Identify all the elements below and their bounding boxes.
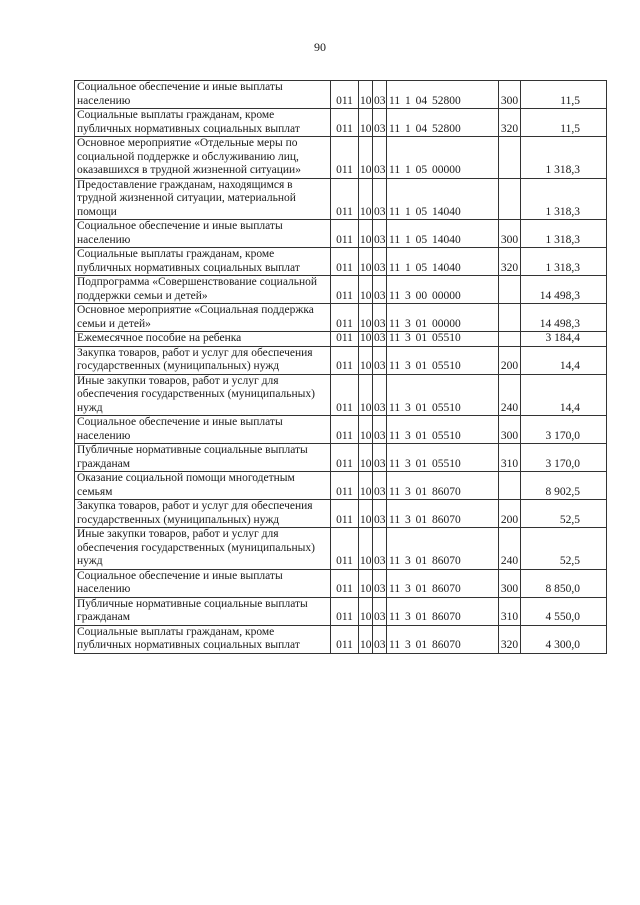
expense-type-cell [499,137,521,179]
section-code-cell: 10 [359,569,373,597]
expense-name-cell: Закупка товаров, работ и услуг для обеспечения государственных (муниципальных) нужд [75,500,331,528]
section-code-cell: 10 [359,220,373,248]
target-article-cell: 11 3 01 86070 [387,528,499,570]
section-code-cell: 10 [359,178,373,220]
table-row [75,248,607,276]
subsection-code-cell: 03 [374,332,386,344]
expense-type-cell [499,332,521,347]
expense-type-cell: 240 [499,374,521,416]
expense-name-cell: Оказание социальной помощи многодетным семьям [75,472,331,500]
amount-cell: 14,4 [521,346,607,374]
table-row [75,500,607,528]
target-article-cell: 11 3 01 86070 [387,597,499,625]
amount-cell: 3 170,0 [521,444,607,472]
subsection-code-cell: 03 [373,220,387,248]
subsection-code-cell: 03 [373,569,387,597]
amount-cell: 4 300,0 [521,625,607,653]
target-article-cell: 11 3 01 05510 [387,346,499,374]
target-article-cell: 11 3 00 00000 [387,276,499,304]
admin-code-cell: 011 [331,304,359,332]
amount-cell: 8 902,5 [521,472,607,500]
expense-type-cell: 300 [499,569,521,597]
table-row [75,304,607,332]
table-row [75,374,607,416]
target-article-cell: 11 3 01 86070 [387,500,499,528]
table-row [75,332,607,347]
subsection-code-cell: 03 [373,109,387,137]
amount-cell: 1 318,3 [521,220,607,248]
subsection-code-cell: 03 [373,528,387,570]
admin-code-cell: 011 [331,137,359,179]
expense-name-cell: Закупка товаров, работ и услуг для обеспечения государственных (муниципальных) нужд [75,346,331,374]
subsection-code-cell: 03 [373,444,387,472]
admin-code-cell: 011 [331,248,359,276]
section-code-cell: 10 [359,528,373,570]
expense-name-cell: Подпрограмма «Совершенствование социальной поддержки семьи и детей» [75,276,331,304]
amount-cell: 52,5 [521,500,607,528]
amount-cell: 11,5 [521,81,607,109]
subsection-code-cell: 03 [373,248,387,276]
amount-cell: 3 184,4 [521,332,607,347]
section-code-cell: 10 [359,597,373,625]
table-row [75,472,607,500]
target-article-cell: 11 3 01 05510 [387,332,499,347]
section-code-cell: 10 [359,304,373,332]
subsection-code-cell: 03 [373,81,387,109]
amount-cell: 1 318,3 [521,248,607,276]
subsection-code-cell: 03 [373,276,387,304]
section-code-cell: 10 [359,416,373,444]
table-row [75,178,607,220]
expense-type-cell: 200 [499,500,521,528]
table-row [75,276,607,304]
subsection-code-cell: 03 [373,500,387,528]
table-row [75,346,607,374]
admin-code-cell: 011 [331,220,359,248]
expense-name-cell: Иные закупки товаров, работ и услуг для обеспечения государственных (муниципальных) нужд [75,528,331,570]
section-code-cell: 10 [359,472,373,500]
expense-type-cell: 320 [499,109,521,137]
section-code-cell: 10 [359,248,373,276]
expense-name-cell: Иные закупки товаров, работ и услуг для обеспечения государственных (муниципальных) нужд [75,374,331,416]
section-code-cell: 10 [360,332,372,344]
section-code-cell: 10 [359,444,373,472]
table-row [75,416,607,444]
admin-code-cell: 011 [331,625,359,653]
expense-type-cell: 300 [499,220,521,248]
expense-type-cell [499,304,521,332]
amount-cell: 52,5 [521,528,607,570]
subsection-code-cell: 03 [373,346,387,374]
target-article-cell: 11 3 01 86070 [387,472,499,500]
section-code-cell: 10 [359,137,373,179]
table-row [75,444,607,472]
target-article-cell: 11 3 01 86070 [387,569,499,597]
admin-code-cell: 011 [331,597,359,625]
amount-cell: 11,5 [521,109,607,137]
amount-cell: 1 318,3 [521,178,607,220]
section-code-cell: 10 [359,276,373,304]
amount-cell: 14 498,3 [521,276,607,304]
subsection-code-cell: 03 [373,416,387,444]
expense-type-cell: 200 [499,346,521,374]
expense-type-cell: 300 [499,81,521,109]
expense-name-cell: Социальное обеспечение и иные выплаты населению [75,81,331,109]
table-row [75,220,607,248]
target-article-cell: 11 1 05 14040 [387,220,499,248]
amount-cell: 3 170,0 [521,416,607,444]
expense-name-cell: Социальные выплаты гражданам, кроме публичных нормативных социальных выплат [75,625,331,653]
table-row [75,137,607,179]
subsection-code-cell: 03 [373,625,387,653]
subsection-code-cell: 03 [373,374,387,416]
admin-code-cell: 011 [331,374,359,416]
target-article-cell: 11 1 04 52800 [387,81,499,109]
section-code-cell: 10 [359,500,373,528]
admin-code-cell: 011 [331,444,359,472]
expense-type-cell: 320 [499,248,521,276]
target-article-cell: 11 3 01 05510 [387,416,499,444]
expense-name-cell: Основное мероприятие «Отдельные меры по социальной поддержке и обслуживанию лиц, оказавшихся в трудной жизненной ситуации» [75,137,331,179]
admin-code-cell: 011 [331,332,359,347]
admin-code-cell: 011 [331,416,359,444]
subsection-code-cell: 03 [373,304,387,332]
amount-cell: 1 318,3 [521,137,607,179]
admin-code-cell: 011 [331,178,359,220]
amount-cell: 14,4 [521,374,607,416]
expense-name-cell: Основное мероприятие «Социальная поддержка семьи и детей» [75,304,331,332]
budget-table-body [75,81,607,654]
admin-code-cell: 011 [331,500,359,528]
expense-name-cell: Публичные нормативные социальные выплаты гражданам [75,444,331,472]
admin-code-cell: 011 [331,346,359,374]
expense-type-cell [499,276,521,304]
table-row [75,569,607,597]
expense-name-cell: Социальное обеспечение и иные выплаты населению [75,220,331,248]
subsection-code-cell: 03 [373,178,387,220]
admin-code-cell: 011 [331,81,359,109]
target-article-cell: 11 1 04 52800 [387,109,499,137]
target-article-cell: 11 1 05 14040 [387,178,499,220]
section-code-cell: 10 [359,625,373,653]
amount-cell: 14 498,3 [521,304,607,332]
subsection-code-cell: 03 [373,137,387,179]
amount-cell: 4 550,0 [521,597,607,625]
expense-name-cell: Социальное обеспечение и иные выплаты населению [75,416,331,444]
admin-code-cell: 011 [331,528,359,570]
target-article-cell: 11 3 01 00000 [387,304,499,332]
table-row [75,597,607,625]
table-row [75,625,607,653]
expense-type-cell: 240 [499,528,521,570]
section-code-cell: 10 [359,374,373,416]
subsection-code-cell: 03 [373,472,387,500]
page-number: 90 [314,40,326,54]
expense-name-cell: Социальные выплаты гражданам, кроме публичных нормативных социальных выплат [75,109,331,137]
section-code-cell: 10 [359,346,373,374]
expense-type-cell: 310 [499,597,521,625]
expense-type-cell [499,178,521,220]
expense-type-cell [499,472,521,500]
section-code-cell: 10 [359,109,373,137]
admin-code-cell: 011 [331,109,359,137]
budget-table [74,80,607,654]
target-article-cell: 11 1 05 00000 [387,137,499,179]
expense-name-cell: Ежемесячное пособие на ребенка [75,332,331,347]
expense-name-cell: Публичные нормативные социальные выплаты гражданам [75,597,331,625]
admin-code-cell: 011 [331,276,359,304]
table-row [75,109,607,137]
expense-name-cell: Социальные выплаты гражданам, кроме публичных нормативных социальных выплат [75,248,331,276]
target-article-cell: 11 3 01 05510 [387,374,499,416]
table-row [75,528,607,570]
amount-cell: 8 850,0 [521,569,607,597]
expense-name-cell: Предоставление гражданам, находящимся в трудной жизненной ситуации, материальной помощи [75,178,331,220]
target-article-cell: 11 1 05 14040 [387,248,499,276]
target-article-cell: 11 3 01 86070 [387,625,499,653]
expense-type-cell: 320 [499,625,521,653]
expense-type-cell: 300 [499,416,521,444]
target-article-cell: 11 3 01 05510 [387,444,499,472]
table-row [75,81,607,109]
admin-code-cell: 011 [331,569,359,597]
expense-type-cell: 310 [499,444,521,472]
admin-code-cell: 011 [331,472,359,500]
expense-name-cell: Социальное обеспечение и иные выплаты населению [75,569,331,597]
subsection-code-cell: 03 [373,597,387,625]
section-code-cell: 10 [359,81,373,109]
